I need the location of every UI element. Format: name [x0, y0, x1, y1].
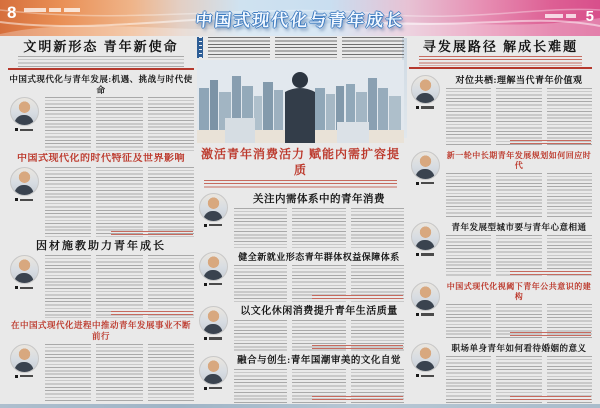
- article-main: [446, 75, 592, 147]
- page-bottom-edge: [0, 404, 600, 408]
- article-main: [446, 222, 592, 278]
- author-affiliation-note: [312, 396, 403, 402]
- article-body: [409, 75, 592, 147]
- text-column: [234, 265, 287, 302]
- article-headline: 中国式现代化与青年发展:机遇、挑战与时代使命: [9, 74, 193, 95]
- article-body: [8, 255, 194, 318]
- author-block: [8, 97, 40, 151]
- author-byline: [204, 337, 222, 340]
- text-column: [275, 37, 337, 58]
- author-affiliation-note: [510, 396, 591, 402]
- article-body: [197, 356, 404, 403]
- left-section-title: 文明新形态 青年新使命: [23, 39, 179, 54]
- left-section-intro-text: [18, 56, 184, 67]
- article-right-2: [409, 149, 592, 219]
- article-headline: 融合与创生:青年国潮审美的文化自觉: [237, 355, 401, 366]
- author-byline: [416, 253, 434, 256]
- article-left-4: [8, 320, 194, 403]
- article-headline: 中国式现代化视阈下青年公共意识的建构: [446, 281, 592, 301]
- text-column: [547, 173, 592, 219]
- text-column: [45, 255, 91, 318]
- article-headline: 以文化休闲消费提升青年生活质量: [240, 305, 398, 317]
- author-photo: [411, 282, 440, 311]
- editors-note-columns: [208, 37, 404, 58]
- author-byline: [204, 224, 222, 227]
- article-main: [446, 343, 592, 403]
- author-byline: [416, 374, 434, 377]
- text-column: [234, 369, 287, 403]
- author-affiliation-note: [111, 311, 193, 317]
- article-center-2: [197, 250, 404, 302]
- body-text-columns: [45, 344, 194, 403]
- text-column: [547, 88, 592, 146]
- body-text-columns: [446, 88, 592, 146]
- article-right-1: [409, 73, 592, 147]
- author-byline: [416, 313, 434, 316]
- author-photo: [199, 252, 228, 281]
- author-byline: [15, 375, 33, 378]
- author-byline: [15, 286, 33, 289]
- author-block: [409, 75, 441, 147]
- article-headline: 对位共栖:理解当代青年价值观: [455, 75, 583, 85]
- text-column: [45, 97, 91, 151]
- author-affiliation-note: [510, 332, 591, 338]
- right-section-title: 寻发展路径 解成长难题: [422, 39, 579, 54]
- author-block: [409, 282, 441, 340]
- text-column: [446, 356, 491, 403]
- author-block: [197, 356, 229, 403]
- text-column: [342, 37, 404, 58]
- right-section-header: [409, 39, 592, 71]
- article-headline: 健全新就业形态青年群体权益保障体系: [238, 251, 400, 262]
- author-photo: [10, 97, 39, 126]
- author-block: [409, 343, 441, 403]
- article-headline: 关注内需体系中的青年消费: [253, 193, 385, 205]
- article-headline: 中国式现代化的时代特征及世界影响: [17, 152, 185, 164]
- body-text-columns: [446, 173, 592, 219]
- author-photo: [10, 255, 39, 284]
- text-column: [446, 235, 491, 278]
- article-headline: 青年发展型城市要与青年心意相通: [451, 222, 587, 233]
- author-affiliation-note: [510, 140, 591, 146]
- right-page-number: 5: [585, 8, 594, 25]
- author-block: [8, 255, 40, 318]
- article-center-1: [197, 191, 404, 248]
- author-block: [197, 252, 229, 302]
- center-main-headline: 激活青年消费活力 赋能内需扩容提质: [200, 147, 400, 177]
- text-column: [234, 208, 287, 248]
- article-body: [197, 306, 404, 352]
- author-photo: [411, 343, 440, 372]
- body-text-columns: [45, 97, 194, 151]
- masthead-banner: [0, 0, 600, 36]
- article-headline: 职场单身青年如何看待婚姻的意义: [451, 343, 587, 354]
- text-column: [148, 167, 194, 237]
- text-column: [148, 255, 194, 318]
- article-right-5: [409, 341, 592, 403]
- author-affiliation-note: [111, 231, 193, 237]
- body-text-columns: [45, 255, 194, 318]
- article-left-3: [8, 240, 194, 319]
- author-photo: [199, 306, 228, 335]
- text-column: [234, 320, 287, 351]
- author-byline: [416, 182, 434, 185]
- author-affiliation-note: [510, 271, 591, 277]
- author-photo: [411, 75, 440, 104]
- text-column: [96, 97, 142, 151]
- article-headline: 在中国式现代化进程中推动青年发展事业不断前行: [10, 320, 191, 341]
- text-column: [96, 255, 142, 318]
- author-byline: [15, 198, 33, 201]
- center-section-column: [197, 37, 404, 403]
- article-main: [446, 282, 592, 340]
- article-body: [409, 282, 592, 340]
- right-edition-meta: [545, 14, 576, 18]
- author-block: [8, 344, 40, 403]
- author-photo: [199, 356, 228, 385]
- author-block: [197, 306, 229, 352]
- body-text-columns: [45, 167, 194, 237]
- article-left-2: [8, 153, 194, 238]
- text-column: [45, 344, 91, 403]
- left-section-header: [8, 39, 194, 72]
- author-photo: [199, 193, 228, 222]
- author-byline: [204, 387, 222, 390]
- text-column: [292, 208, 345, 248]
- article-body: [409, 222, 592, 278]
- author-byline: [15, 128, 33, 131]
- article-body: [197, 193, 404, 248]
- author-block: [409, 151, 441, 219]
- text-column: [496, 173, 541, 219]
- article-left-1: [8, 74, 194, 151]
- text-column: [446, 88, 491, 146]
- article-main: [234, 193, 404, 248]
- author-block: [8, 167, 40, 237]
- author-block: [197, 193, 229, 248]
- center-intro-text: [204, 180, 397, 189]
- article-headline: 新一轮中长期青年发展规划如何回应时代: [446, 150, 592, 170]
- right-section-intro-text: [419, 56, 582, 66]
- article-center-4: [197, 354, 404, 403]
- text-column: [446, 173, 491, 219]
- article-right-4: [409, 280, 592, 340]
- body-text-columns: [234, 208, 404, 248]
- text-column: [446, 304, 491, 340]
- article-right-3: [409, 220, 592, 278]
- city-skyline-photo: [197, 60, 404, 143]
- editors-note-bar: [197, 37, 203, 58]
- text-column: [96, 167, 142, 237]
- text-column: [96, 344, 142, 403]
- author-photo: [10, 167, 39, 196]
- author-photo: [411, 222, 440, 251]
- author-affiliation-note: [312, 295, 403, 301]
- author-photo: [411, 151, 440, 180]
- article-body: [409, 343, 592, 403]
- author-byline: [204, 283, 222, 286]
- banner-title: 中国式现代化与青年成长: [194, 11, 406, 30]
- text-column: [148, 97, 194, 151]
- author-affiliation-note: [312, 345, 403, 351]
- right-section-rule: [409, 67, 592, 69]
- left-page-number: 8: [7, 3, 17, 22]
- text-column: [45, 167, 91, 237]
- article-main: [446, 151, 592, 219]
- left-section-rule: [8, 68, 194, 70]
- article-body: [409, 151, 592, 219]
- article-headline: 因材施教助力青年成长: [36, 239, 166, 252]
- article-body: [8, 97, 194, 151]
- text-column: [351, 208, 404, 248]
- author-photo: [10, 344, 39, 373]
- left-page-column: [8, 39, 194, 403]
- article-center-3: [197, 304, 404, 352]
- author-block: [409, 222, 441, 278]
- article-body: [197, 252, 404, 302]
- text-column: [208, 37, 270, 58]
- article-body: [8, 344, 194, 403]
- editors-note: [197, 37, 404, 58]
- text-column: [496, 88, 541, 146]
- text-column: [148, 344, 194, 403]
- article-body: [8, 167, 194, 237]
- author-byline: [416, 106, 434, 109]
- right-page-column: [409, 39, 592, 403]
